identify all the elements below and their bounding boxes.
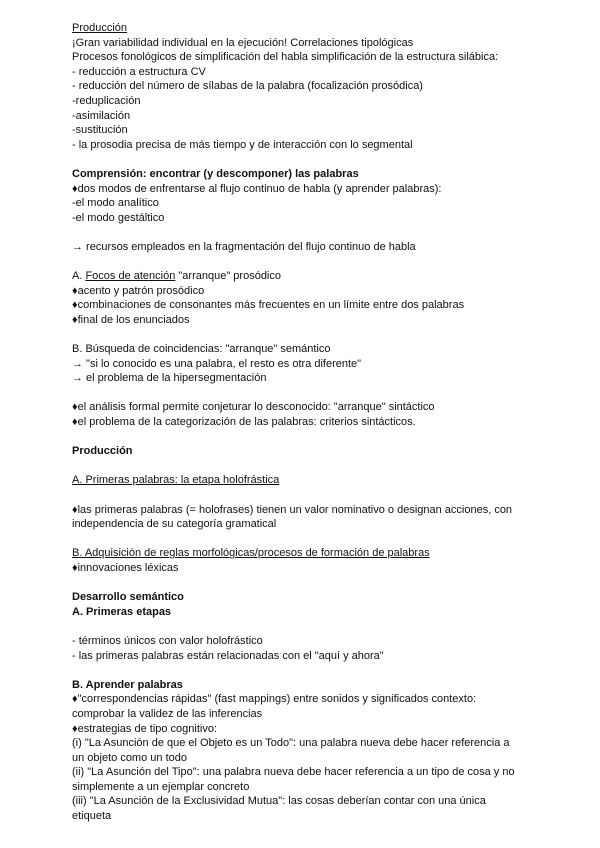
list-item: - reducción del número de sílabas de la palabra (focalización prosódica) [72,80,423,93]
text-line: (i) "La Asunción de que el Objeto es un Todo": una palabra nueva debe hacer referencia a [72,737,510,750]
text-line: Procesos fonológicos de simplificación del habla simplificación de la estructura silábica: [72,51,499,64]
list-item: -el modo gestáltico [72,211,165,224]
subsection-title-focos [72,269,530,284]
spacer [72,663,530,678]
list-item: - reducción a estructura CV [72,65,206,78]
list-item: -reduplicación [72,94,141,107]
list-item: - la prosodia precisa de más tiempo y de interacción con lo segmental [72,138,413,151]
bullet-item: ♦innovaciones léxicas [72,561,179,574]
bullet-item: ♦final de los enunciados [72,313,190,326]
subsection-title-primeras-palabras: A. Primeras palabras: la etapa holofrástica [72,474,280,487]
bullet-item: ♦"correspondencias rápidas" (fast mappings) entre sonidos y significados contexto: [72,693,477,706]
text-line: (ii) "La Asunción del Tipo": una palabra nueva debe hacer referencia a un tipo de cosa y no [72,766,515,779]
bullet-item: ♦acento y patrón prosódico [72,284,205,297]
list-item: -sustitución [72,124,128,137]
subsection-suffix: "arranque" prosódico [175,270,281,283]
section-title-desarrollo: Desarrollo semántico [72,591,184,604]
spacer [72,430,530,445]
spacer [72,488,530,503]
list-item: -asimilación [72,109,131,122]
text-line: etiqueta [72,810,112,823]
list-item: - las primeras palabras están relacionadas con el "aquí y ahora" [72,649,384,662]
list-item: -el modo analítico [72,197,159,210]
subsection-prefix: A. [72,270,86,283]
bullet-item: ♦dos modos de enfrentarse al flujo continuo de habla (y aprender palabras): [72,182,442,195]
text-line: ¡Gran variabilidad individual en la ejecución! Correlaciones tipológicas [72,36,414,49]
spacer [72,152,530,167]
list-item: - términos únicos con valor holofrástico [72,634,263,647]
spacer [72,386,530,401]
arrow-item: → recursos empleados en la fragmentación del flujo continuo de habla [72,240,416,253]
bullet-item: ♦el problema de la categorización de las palabras: criterios sintácticos. [72,416,416,429]
spacer [72,225,530,240]
section-title-produccion-2: Producción [72,445,133,458]
spacer [72,619,530,634]
subsection-title-reglas: B. Adquisición de reglas morfológicas/procesos de formación de palabras [72,547,430,560]
section-title-produccion: Producción [72,22,128,34]
bullet-item: ♦estrategias de tipo cognitivo: [72,722,218,735]
text-line: independencia de su categoría gramatical [72,518,277,531]
spacer [72,459,530,474]
text-line: un objeto como un todo [72,751,187,764]
subsection-title-primeras-etapas: A. Primeras etapas [72,605,172,618]
arrow-item: → "si lo conocido es una palabra, el resto es otra diferente" [72,357,362,370]
spacer [72,327,530,342]
bullet-item: ♦el análisis formal permite conjeturar lo desconocido: "arranque" sintáctico [72,401,435,414]
section-title-comprension: Comprensión: encontrar (y descomponer) las palabras [72,167,359,180]
subsection-title-aprender: B. Aprender palabras [72,678,183,691]
spacer [72,255,530,270]
text-line: (iii) "La Asunción de la Exclusividad Mutua": las cosas deberían contar con una única [72,795,486,808]
text-line: simplemente a un ejemplar concreto [72,780,250,793]
subsection-title-busqueda: B. Búsqueda de coincidencias: "arranque" semántico [72,343,331,356]
spacer [72,576,530,591]
text-line: comprobar la validez de las inferencias [72,707,263,720]
bullet-item: ♦las primeras palabras (= holofrases) tienen un valor nominativo o designan acciones, con [72,503,513,516]
arrow-item: → el problema de la hipersegmentación [72,372,267,385]
spacer [72,532,530,547]
bullet-item: ♦combinaciones de consonantes más frecuentes en un límite entre dos palabras [72,299,465,312]
subsection-underlined: Focos de atención [85,270,176,283]
